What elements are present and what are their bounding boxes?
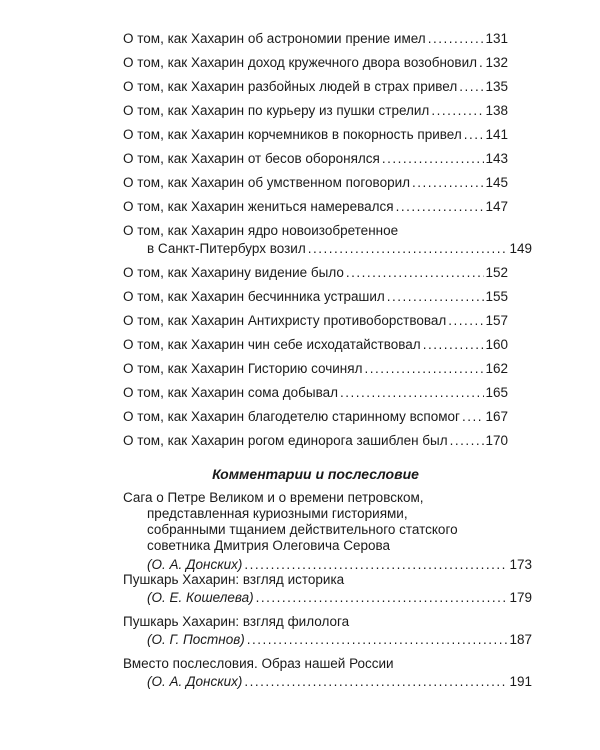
comment-author: (О. Г. Постнов) xyxy=(147,632,245,647)
toc-entry xyxy=(123,337,508,353)
comment-author: (О. Е. Кошелева) xyxy=(147,590,254,605)
leader-dots xyxy=(346,265,485,281)
leader-dots xyxy=(308,241,509,257)
toc-entry xyxy=(123,31,508,47)
toc-entry-title: О том, как Хахарин благодетелю старинному вспомог xyxy=(123,409,460,424)
toc-entry-page: 143 xyxy=(485,151,508,166)
comment-entry xyxy=(123,572,532,606)
leader-dots xyxy=(412,175,484,191)
comment-page: 187 xyxy=(509,632,532,647)
toc-entry-title: О том, как Хахарин об астрономии прение имел xyxy=(123,31,426,46)
comment-page: 179 xyxy=(509,590,532,605)
toc-entry-title: О том, как Хахарин рогом единорога зашиблен был xyxy=(123,433,448,448)
comment-title-line: Сага о Петре Великом и о времени петровском, xyxy=(123,490,424,505)
toc-entry xyxy=(123,175,508,191)
toc-entry xyxy=(123,55,508,71)
comment-page: 173 xyxy=(509,557,532,572)
toc-entry xyxy=(123,127,508,143)
comment-title-line: собранными тщанием действительного статского xyxy=(147,522,458,537)
toc-entry xyxy=(123,151,508,167)
toc-entry xyxy=(123,361,508,377)
comment-title-line: Пушкарь Хахарин: взгляд историка xyxy=(123,572,345,587)
toc-entry-page: 165 xyxy=(485,385,508,400)
toc-entry-title: О том, как Хахарину видение было xyxy=(123,265,344,280)
toc-entry-page: 132 xyxy=(485,55,508,70)
toc-entry xyxy=(123,409,508,425)
toc-entry-title-continuation: в Санкт-Питербурх возил xyxy=(147,241,306,256)
toc-entry-page: 138 xyxy=(485,103,508,118)
toc-entry-title: О том, как Хахарин от бесов оборонялся xyxy=(123,151,380,166)
leader-dots xyxy=(256,590,509,606)
toc-entry xyxy=(123,103,508,119)
section-heading: Комментарии и послесловие xyxy=(212,466,419,482)
toc-entry-title: О том, как Хахарин доход кружечного двора возобновил xyxy=(123,55,478,70)
comment-title-line: Вместо послесловия. Образ нашей России xyxy=(123,656,394,671)
toc-entry xyxy=(123,385,508,401)
leader-dots xyxy=(431,103,484,119)
toc-entry-title: О том, как Хахарин сома добывал xyxy=(123,385,338,400)
comment-title-line: Пушкарь Хахарин: взгляд филолога xyxy=(123,614,350,629)
toc-entry-page: 157 xyxy=(485,313,508,328)
toc-entry-page: 162 xyxy=(485,361,508,376)
toc-entry-title: О том, как Хахарин корчемников в покорность привел xyxy=(123,127,462,142)
leader-dots xyxy=(387,289,485,305)
toc-entry-page: 141 xyxy=(485,127,508,142)
toc-entry xyxy=(123,433,508,449)
comment-title-line: советника Дмитрия Олеговича Серова xyxy=(147,538,391,553)
toc-entry-page: 167 xyxy=(485,409,508,424)
comment-entry xyxy=(123,490,532,573)
toc-entry-title: О том, как Хахарин разбойных людей в страх привел xyxy=(123,79,458,94)
leader-dots xyxy=(428,31,485,47)
leader-dots xyxy=(479,55,484,71)
toc-entry-title: О том, как Хахарин по курьеру из пушки стрелил xyxy=(123,103,430,118)
toc-entry-title: О том, как Хахарин об умственном поговорил xyxy=(123,175,411,190)
leader-dots xyxy=(247,632,509,648)
leader-dots xyxy=(450,433,485,449)
leader-dots xyxy=(462,409,485,425)
leader-dots xyxy=(459,79,484,95)
comment-page: 191 xyxy=(509,674,532,689)
comment-title-line: представленная куриозными гисториями, xyxy=(147,506,408,521)
toc-entry-page: 131 xyxy=(485,31,508,46)
toc-entry xyxy=(123,265,508,281)
toc-entry xyxy=(123,313,508,329)
leader-dots xyxy=(396,199,485,215)
toc-entry-title: О том, как Хахарин ядро новоизобретенное xyxy=(123,223,399,238)
toc-entry-page: 152 xyxy=(485,265,508,280)
toc-entry-title: О том, как Хахарин жениться намеревался xyxy=(123,199,394,214)
comment-author: (О. А. Донских) xyxy=(147,557,243,572)
comment-entry xyxy=(123,614,532,648)
leader-dots xyxy=(423,337,485,353)
leader-dots xyxy=(382,151,485,167)
toc-entry-page: 147 xyxy=(485,199,508,214)
toc-entry-title: О том, как Хахарин бесчинника устрашил xyxy=(123,289,385,304)
toc-entry-title: О том, как Хахарин Антихристу противоборствовал xyxy=(123,313,447,328)
comment-author: (О. А. Донских) xyxy=(147,674,243,689)
toc-entry xyxy=(123,199,508,215)
toc-entry xyxy=(123,289,508,305)
toc-entry-page: 170 xyxy=(485,433,508,448)
leader-dots xyxy=(244,674,508,690)
comment-entry xyxy=(123,656,532,690)
toc-entry-title: О том, как Хахарин Гисторию сочинял xyxy=(123,361,363,376)
toc-entry xyxy=(123,79,508,95)
toc-entry-title: О том, как Хахарин чин себе исходатайствовал xyxy=(123,337,421,352)
leader-dots xyxy=(448,313,484,329)
leader-dots xyxy=(244,557,508,573)
toc-entry-page: 155 xyxy=(485,289,508,304)
toc-entry-page: 160 xyxy=(485,337,508,352)
toc-entry xyxy=(123,223,532,257)
toc-entry-page: 135 xyxy=(485,79,508,94)
toc-entry-page: 145 xyxy=(485,175,508,190)
toc-entry-page: 149 xyxy=(509,241,532,256)
leader-dots xyxy=(464,127,485,143)
leader-dots xyxy=(340,385,484,401)
leader-dots xyxy=(364,361,484,377)
